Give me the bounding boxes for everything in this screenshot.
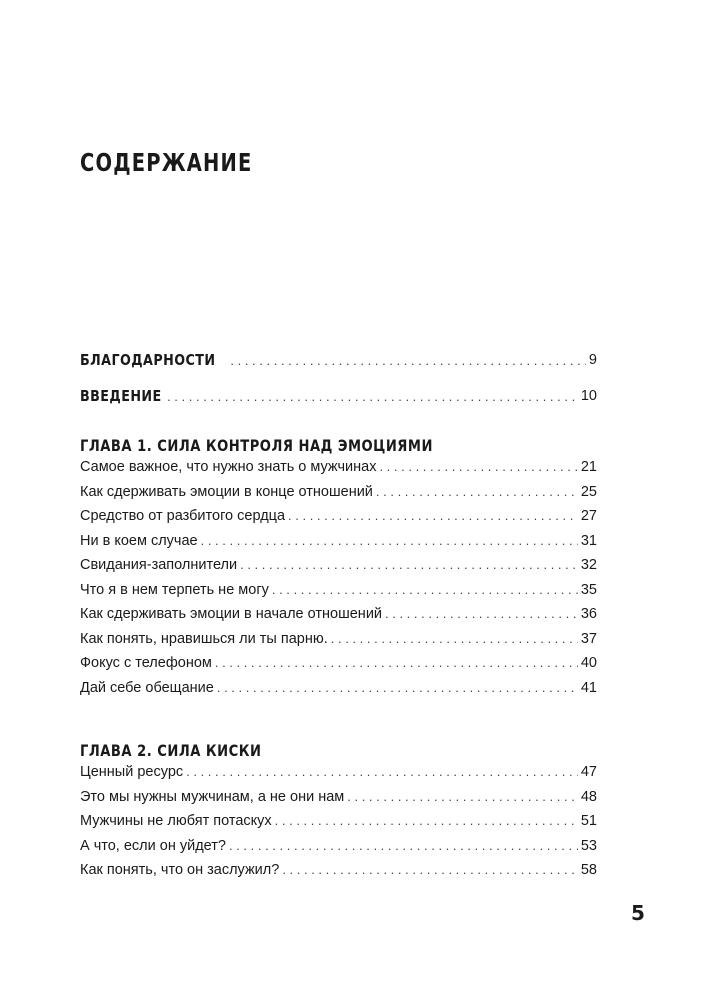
- toc-entry-page: 31: [580, 532, 597, 549]
- toc-entry-page: 10: [580, 388, 597, 404]
- toc-entry[interactable]: [80, 838, 597, 863]
- toc-entry-title: Что я в нем терпеть не могу: [80, 581, 269, 598]
- dot-leader: [272, 582, 578, 597]
- toc-entry-title: Это мы нужны мужчинам, а не они нам: [80, 788, 345, 805]
- toc-entry[interactable]: [80, 680, 597, 705]
- toc-entry-page: 58: [580, 862, 597, 878]
- toc-entry-page: 53: [580, 837, 597, 854]
- toc-entry-title: А что, если он уйдет?: [80, 837, 226, 854]
- toc-entry-title: Фокус с телефоном: [80, 655, 212, 671]
- dot-leader: [167, 389, 578, 404]
- dot-leader: [186, 764, 578, 779]
- toc-entry-page: 37: [580, 630, 597, 647]
- toc-entry-title: ВВЕДЕНИЕ: [80, 387, 162, 405]
- toc-entry[interactable]: [80, 655, 597, 680]
- toc-entry-title: БЛАГОДАРНОСТИ: [80, 351, 216, 369]
- toc-entry-title: Как понять, нравишься ли ты парню.: [80, 630, 328, 647]
- toc-entry[interactable]: [80, 606, 597, 631]
- toc-entry-page: 40: [580, 655, 597, 671]
- dot-leader: [240, 557, 578, 572]
- toc-entry-page: 51: [580, 813, 597, 829]
- dot-leader: [275, 813, 578, 828]
- dot-leader: [229, 838, 578, 853]
- toc-entry-page: 32: [580, 557, 597, 573]
- dot-leader: [215, 655, 578, 670]
- toc-entry-title: Дай себе обещание: [80, 679, 214, 696]
- toc-entry-title: Ценный ресурс: [80, 764, 184, 780]
- dot-leader: [347, 789, 578, 804]
- toc-entry-page: 35: [580, 581, 597, 598]
- toc-entry[interactable]: [80, 862, 597, 887]
- toc-entry[interactable]: [80, 789, 597, 814]
- chapter-2-heading[interactable]: ГЛАВА 2. СИЛА КИСКИ: [80, 741, 262, 760]
- dot-leader: [379, 459, 577, 474]
- toc-entry[interactable]: [80, 631, 597, 656]
- toc-entry-acknowledgements[interactable]: [80, 342, 597, 378]
- toc-entry-page: 9: [588, 352, 597, 368]
- toc-entry-page: 48: [580, 788, 597, 805]
- table-of-contents: [80, 342, 597, 887]
- dot-leader: [282, 862, 578, 877]
- toc-entry-page: 41: [580, 679, 597, 696]
- toc-entry-title: Самое важное, что нужно знать о мужчинах: [80, 459, 377, 475]
- toc-entry[interactable]: [80, 484, 597, 509]
- toc-entry[interactable]: [80, 582, 597, 607]
- toc-entry-title: Средство от разбитого сердца: [80, 508, 286, 524]
- toc-entry[interactable]: [80, 813, 597, 838]
- toc-entry-introduction[interactable]: [80, 378, 597, 414]
- dot-leader: [331, 631, 578, 646]
- toc-entry-page: 47: [580, 764, 597, 780]
- toc-entry[interactable]: [80, 459, 597, 484]
- toc-entry[interactable]: [80, 508, 597, 533]
- toc-entry-title: Как сдерживать эмоции в конце отношений: [80, 483, 373, 500]
- page-title: СОДЕРЖАНИЕ: [80, 148, 253, 177]
- chapter-1-heading[interactable]: ГЛАВА 1. СИЛА КОНТРОЛЯ НАД ЭМОЦИЯМИ: [80, 436, 433, 455]
- toc-entry[interactable]: [80, 764, 597, 789]
- dot-leader: [385, 606, 578, 621]
- toc-entry-page: 21: [580, 459, 597, 475]
- toc-entry[interactable]: [80, 533, 597, 558]
- dot-leader: [230, 353, 586, 368]
- page-number: 5: [631, 901, 645, 925]
- dot-leader: [376, 484, 578, 499]
- toc-entry-title: Как сдерживать эмоции в начале отношений: [80, 606, 383, 622]
- toc-entry-page: 27: [580, 508, 597, 524]
- toc-entry-title: Ни в коем случае: [80, 532, 198, 549]
- toc-entry-page: 36: [580, 606, 597, 622]
- toc-entry-title: Свидания-заполнители: [80, 557, 238, 573]
- dot-leader: [201, 533, 578, 548]
- dot-leader: [217, 680, 578, 695]
- toc-entry[interactable]: [80, 557, 597, 582]
- toc-entry-page: 25: [580, 483, 597, 500]
- toc-entry-title: Мужчины не любят потаскух: [80, 813, 272, 829]
- toc-entry-title: Как понять, что он заслужил?: [80, 862, 280, 878]
- dot-leader: [288, 508, 578, 523]
